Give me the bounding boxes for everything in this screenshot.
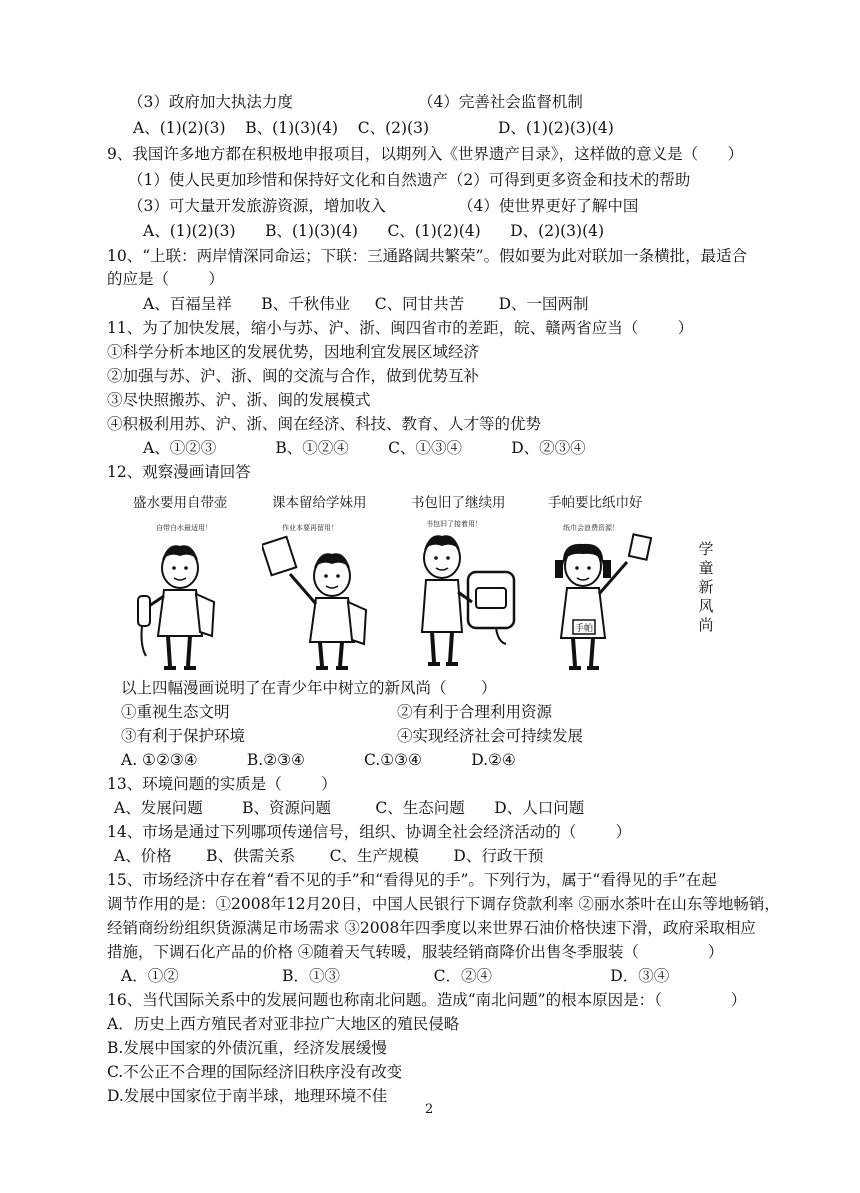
- question-12: 12、观察漫画请回答: [107, 463, 251, 481]
- question-12-stem: 以上四幅漫画说明了在青少年中树立的新风尚（ ）: [121, 679, 497, 697]
- cartoon-caption: 手帕要比纸巾好: [548, 495, 643, 511]
- option-line: ③有利于保护环境: [121, 727, 246, 745]
- option-line: ②加强与苏、沪、浙、闽的交流与合作，做到优势互补: [107, 367, 480, 385]
- option-line: ④积极利用苏、沪、浙、闽在经济、科技、教育、人才等的优势: [107, 415, 542, 433]
- question-15-cont: 措施，下调石化产品的价格 ④随着天气转暖，服装经销商降价出售冬季服装（ ）: [107, 943, 724, 961]
- question-11: 11、为了加快发展，缩小与苏、沪、浙、闽四省市的差距，皖、赣两省应当（ ）: [107, 319, 694, 337]
- cartoon-schoolbag-boy: [400, 512, 530, 677]
- question-9: 9、我国许多地方都在积极地申报项目，以期列入《世界遗产目录》，这样做的意义是（ ）: [107, 145, 744, 163]
- question-15-cont: 经销商纷纷组织货源满足市场需求 ③2008年四季度以来世界石油价格快速下滑，政府采取相应: [107, 919, 756, 937]
- question-13: 13、环境问题的实质是（ ）: [107, 775, 337, 793]
- option-line: （1）使人民更加珍惜和保持好文化和自然遗产（2）可得到更多资金和技术的帮助: [128, 171, 691, 189]
- question-15-cont: 调节作用的是：①2008年12月20日，中国人民银行下调存贷款利率 ②丽水茶叶在山东等地畅销，: [107, 895, 780, 913]
- answer-choices: A．①② B．①③ C．②④ D．③④: [121, 967, 670, 985]
- option-line: D.发展中国家位于南半球，地理环境不佳: [107, 1087, 388, 1105]
- option-line: （3）可大量开发旅游资源，增加收入: [128, 197, 386, 215]
- answer-choices: A、①②③ B、①②④ C、①③④ D、②③④: [143, 439, 586, 457]
- question-10-cont: 的应是（ ）: [107, 270, 224, 288]
- question-14: 14、市场是通过下列哪项传递信号，组织、协调全社会经济活动的（ ）: [107, 823, 632, 841]
- option-line: ②有利于合理利用资源: [397, 703, 553, 721]
- option-line: ③尽快照搬苏、沪、浙、闽的发展模式: [107, 391, 371, 409]
- option-line: （3）政府加大执法力度: [128, 93, 293, 111]
- option-line: A．历史上西方殖民者对亚非拉广大地区的殖民侵略: [107, 1015, 460, 1033]
- answer-choices: A、价格 B、供需关系 C、生产规模 D、行政干预: [114, 847, 544, 865]
- answer-choices: A、百福呈祥 B、千秋伟业 C、同甘共苦 D、一国两制: [143, 295, 589, 313]
- speech-text: 自带白水最适用！: [156, 524, 212, 532]
- option-line: B.发展中国家的外债沉重，经济发展缓慢: [107, 1039, 387, 1057]
- question-10: 10、“上联：两岸情深同命运；下联：三通路阔共繁荣”。假如要为此对联加一条横批，最适合: [107, 247, 748, 265]
- cartoon-side-title: 学童新风尚: [698, 540, 714, 634]
- cartoon-caption: 盛水要用自带壶: [133, 495, 228, 511]
- option-line: （4）完善社会监督机制: [418, 93, 583, 111]
- speech-text: 作业本要再留用！: [282, 524, 338, 532]
- question-16: 16、当代国际关系中的发展问题也称南北问题。造成“南北问题”的根本原因是：（ ）: [107, 991, 747, 1009]
- answer-choices: A、(1)(2)(3) B、(1)(3)(4) C、(1)(2)(4) D、(2)(3)(4): [143, 222, 605, 240]
- page-number: 2: [425, 1102, 434, 1117]
- cartoon-caption: 书包旧了继续用: [411, 495, 506, 511]
- answer-choices: A. ①②③④ B.②③④ C.①③④ D.②④: [121, 751, 516, 769]
- cartoon-caption: 课本留给学妹用: [272, 495, 367, 511]
- option-line: （4）使世界更好了解中国: [458, 197, 639, 215]
- bag-label: 手帕: [575, 624, 594, 634]
- cartoon-book-boy: [262, 516, 382, 676]
- option-line: ①科学分析本地区的发展优势，因地利宜发展区域经济: [107, 343, 480, 361]
- option-line: C.不公正不合理的国际经济旧秩序没有改变: [107, 1063, 403, 1081]
- answer-choices: A、发展问题 B、资源问题 C、生态问题 D、人口问题: [114, 799, 585, 817]
- option-line: ①重视生态文明: [121, 703, 230, 721]
- cartoon-handkerchief-girl: [545, 516, 665, 676]
- cartoon-water-bottle-boy: [128, 516, 238, 676]
- speech-text: 纸巾会浪费资源！: [563, 524, 619, 532]
- question-15: 15、市场经济中存在着“看不见的手”和“看得见的手”。下列行为，属于“看得见的手”在起: [107, 871, 717, 889]
- answer-choices: A、(1)(2)(3) B、(1)(3)(4) C、(2)(3) D、(1)(2)(3)(4): [133, 119, 614, 137]
- option-line: ④实现经济社会可持续发展: [397, 727, 584, 745]
- speech-text: 书包旧了接着用！: [426, 520, 482, 528]
